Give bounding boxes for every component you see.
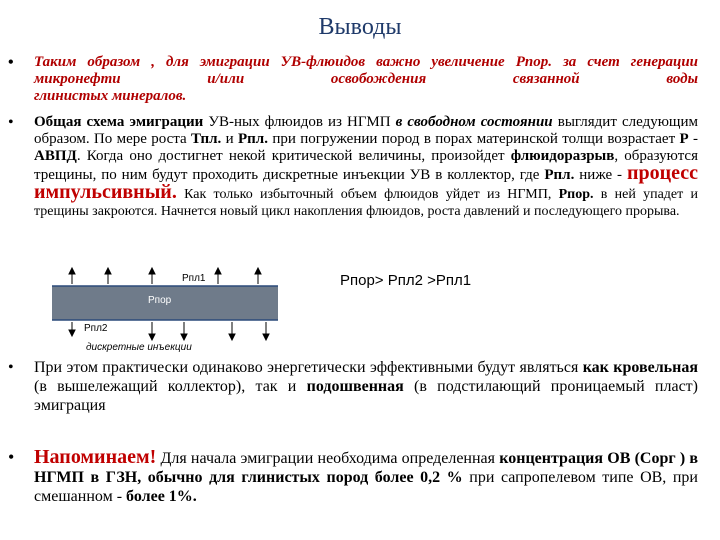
text-run: (в вышележащий коллектор), так и: [34, 378, 307, 395]
bullet-marker: •: [8, 114, 14, 131]
arrow-up-icon: [215, 268, 221, 274]
fracture-diagram: [52, 266, 278, 354]
text-run: в ней упадет и трещины закроются. Начнется новый цикл накопления флюидов, роста давлений и последующего прорыва.: [34, 187, 698, 219]
bold-term: более 1%.: [126, 488, 197, 505]
arrow-up-icon: [105, 268, 111, 274]
label-p-layer1: Рпл1: [182, 273, 206, 284]
bold-term: Р: [679, 131, 689, 147]
arrow-down-icon: [181, 334, 187, 340]
label-p-pore: Рпор: [148, 295, 172, 306]
bullet1-line2: счет генерации микронефти и/или освобождения связанной воды: [34, 54, 699, 87]
bullet-emigration-scheme: [8, 114, 699, 220]
text-run: -: [688, 131, 699, 147]
arrow-up-icon: [255, 268, 261, 274]
text-run: выглядит следующим образом. По мере роста: [34, 114, 698, 147]
bullet-marker: •: [8, 54, 14, 71]
pressure-inequality: Рпор> Рпл2 >Рпл1: [340, 272, 472, 289]
bold-term: Рпл.: [238, 131, 268, 147]
arrow-down-icon: [69, 330, 75, 336]
text-run: Как только избыточный объем флюидов уйдет из НГМП,: [176, 187, 559, 202]
text-run: . Когда оно достигнет некой критической величины, произойдет: [76, 148, 511, 164]
arrow-down-icon: [229, 334, 235, 340]
arrow-down-icon: [149, 334, 155, 340]
text-run: и: [221, 131, 238, 147]
up-arrows: [69, 268, 261, 284]
scheme-paragraph: [34, 114, 698, 220]
bold-term: Общая схема эмиграции: [34, 114, 204, 130]
text-run: , образуются трещины, по ним будут проходить дискретные инъекции УВ в коллектор, где: [34, 148, 698, 183]
bullet-reminder: [8, 446, 699, 506]
text-run: при сапропелевом типе ОВ, при смешанном -: [34, 469, 698, 505]
reminder-heading: Напоминаем!: [34, 446, 157, 468]
label-p-layer2: Рпл2: [84, 323, 108, 334]
bullet-emigration-summary: [8, 54, 699, 105]
slide-title: Выводы: [318, 14, 402, 40]
bold-term: Тпл.: [191, 131, 222, 147]
text-run: При этом практически одинаково энергетически эффективными будут являться: [34, 359, 583, 376]
bullet-marker: •: [8, 359, 14, 376]
bold-term: как кровельная: [582, 359, 699, 376]
text-run: УВ-ных флюидов из НГМП: [203, 114, 396, 130]
text-run: (Сорг ) в НГМП в ГЗН, обычно: [34, 450, 699, 486]
arrow-up-icon: [69, 268, 75, 274]
bold-term: Рпор.: [558, 187, 594, 202]
bold-term: для глинистых пород более 0,2 %: [209, 469, 463, 486]
bullet1-line3: глинистых минералов.: [34, 88, 187, 104]
text-run: Для начала эмиграции необходима определенная: [156, 450, 500, 467]
text-run: (в подстилающий проницаемый пласт) эмиграция: [34, 378, 698, 414]
bold-term: Рпл.: [544, 167, 575, 183]
bold-term: флюидоразрыв: [510, 148, 615, 164]
highlight-impulsive: процесс импульсивный.: [34, 162, 699, 203]
bold-term: подошвенная: [306, 378, 404, 395]
bullet1-line1: Таким образом , для эмиграции УВ-флюидов важно увеличение Рпор. за: [34, 54, 577, 70]
text-run: при погружении пород в порах материнской толщи возрастает: [267, 131, 680, 147]
bullet-marker: •: [8, 447, 15, 467]
bullet-roof-and-bottom-emigration: [8, 358, 699, 415]
bold-italic-term: в свободном состоянии: [395, 114, 553, 130]
bold-term: АВПД: [34, 148, 77, 164]
arrow-down-icon: [263, 334, 269, 340]
diagram-caption: дискретные инъекции: [86, 342, 192, 353]
bold-term: концентрация ОВ: [499, 450, 631, 467]
arrow-up-icon: [149, 268, 155, 274]
text-run: ниже -: [574, 167, 627, 183]
